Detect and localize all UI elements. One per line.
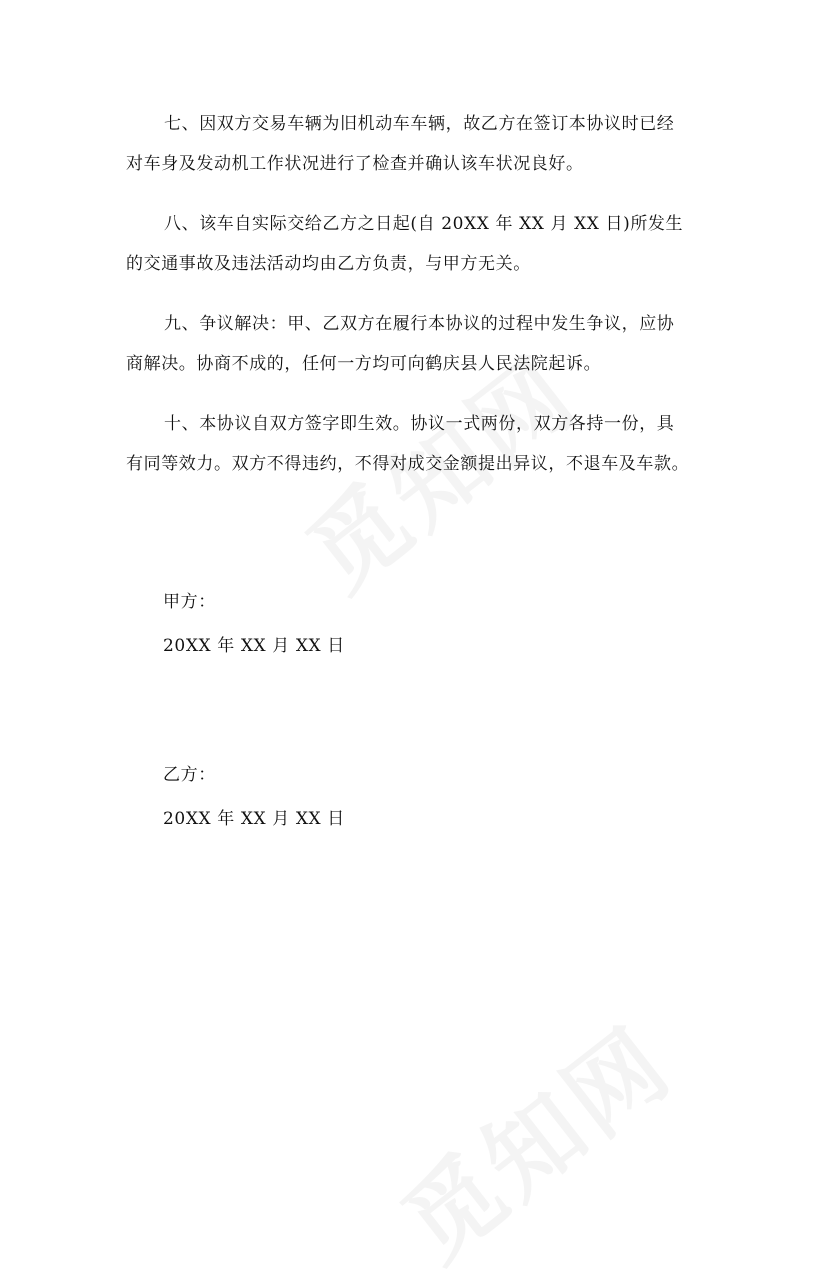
clause-10 (126, 404, 726, 484)
party-a-signature-block (163, 590, 345, 658)
clause-7 (126, 104, 726, 184)
clause-9 (126, 304, 726, 384)
clause-line: 八、该车自实际交给乙方之日起(自 20XX 年 XX 月 XX 日)所发生 (164, 214, 684, 234)
party-a-date: 20XX 年 XX 月 XX 日 (163, 636, 345, 656)
watermark (370, 990, 695, 1286)
party-b-date: 20XX 年 XX 月 XX 日 (163, 809, 345, 829)
clause-line: 对车身及发动机工作状况进行了检查并确认该车状况良好。 (126, 154, 584, 174)
clause-line: 七、因双方交易车辆为旧机动车车辆，故乙方在签订本协议时已经 (164, 114, 675, 134)
clause-line: 九、争议解决：甲、乙双方在履行本协议的过程中发生争议，应协 (164, 314, 675, 334)
clause-line: 十、本协议自双方签字即生效。协议一式两份，双方各持一份，具 (164, 414, 675, 434)
clause-line: 商解决。协商不成的，任何一方均可向鹤庆县人民法院起诉。 (126, 354, 602, 374)
party-b-label: 乙方： (163, 765, 216, 785)
party-a-label: 甲方： (163, 592, 216, 612)
party-b-signature-block (163, 763, 345, 831)
clause-8 (126, 204, 726, 284)
agreement-clauses (126, 104, 726, 504)
clause-line: 有同等效力。双方不得违约，不得对成交金额提出异议，不退车及车款。 (126, 454, 690, 474)
clause-line: 的交通事故及违法活动均由乙方负责，与甲方无关。 (126, 254, 531, 274)
